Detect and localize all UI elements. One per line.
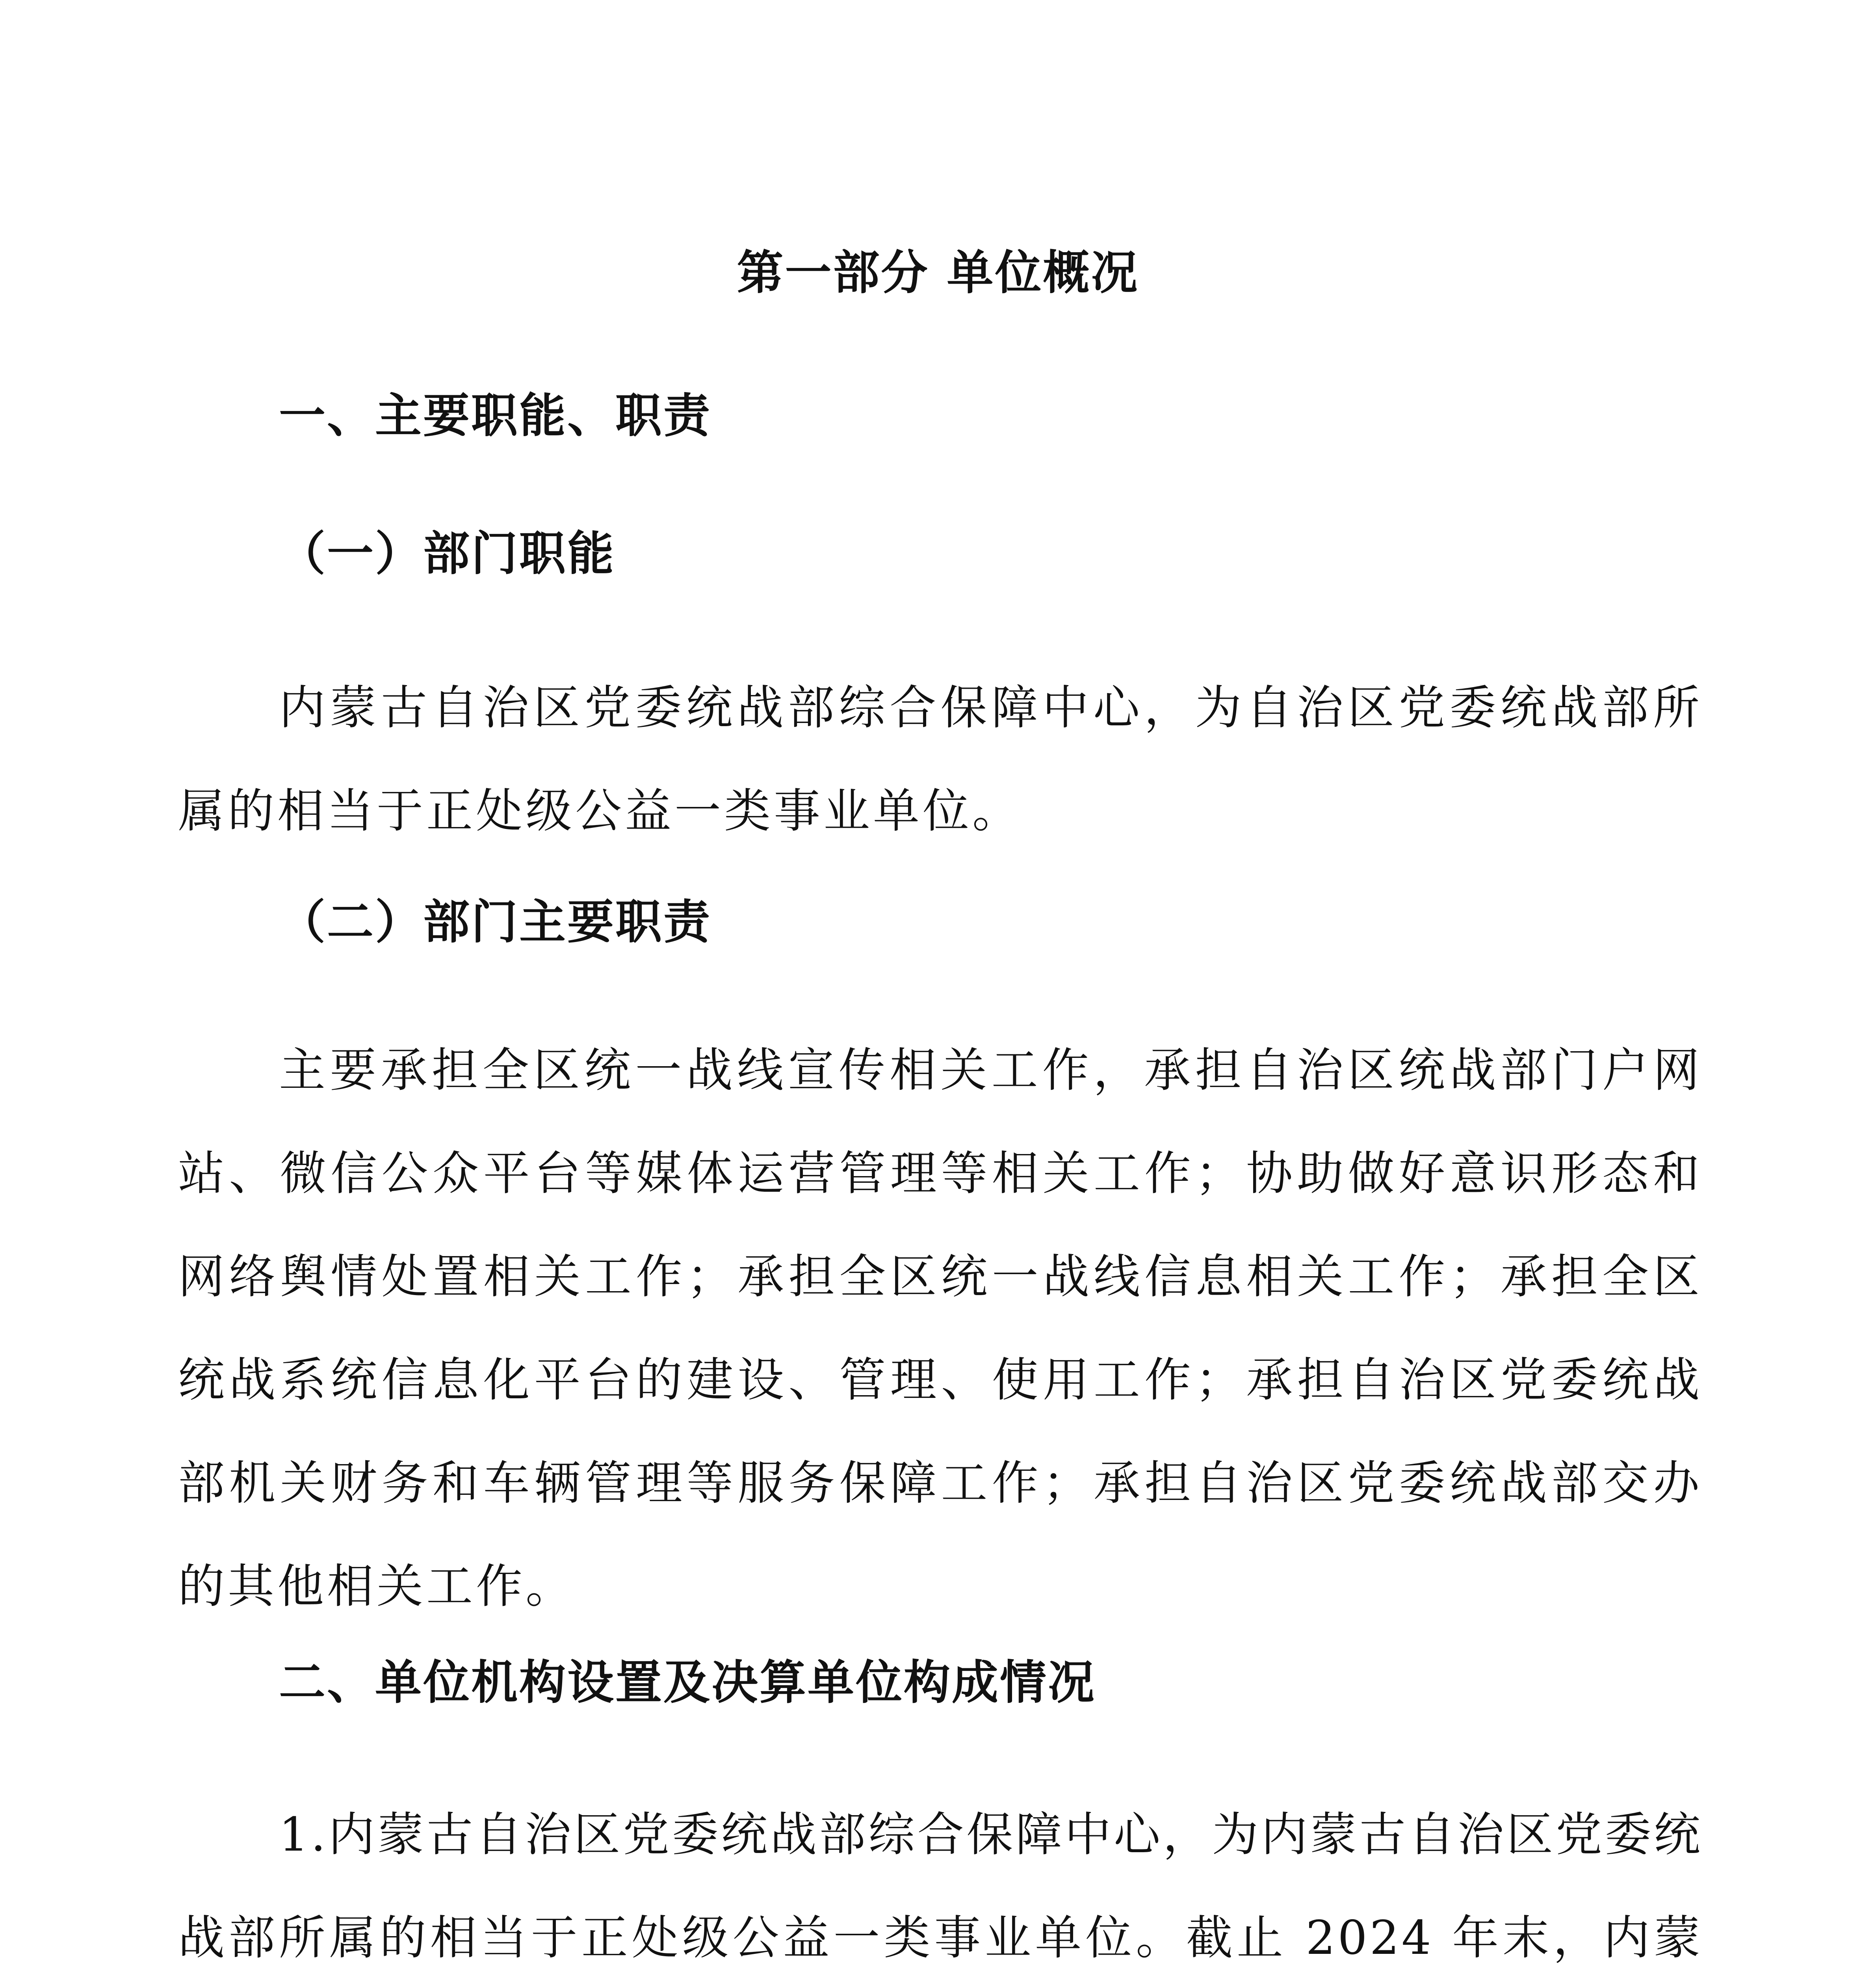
part-title: 第一部分 单位概况 (737, 245, 1139, 300)
section-heading-organization: 二、单位机构设置及决算单位构成情况 (279, 1655, 1096, 1710)
subsection-heading-department-function: （一）部门职能 (279, 526, 616, 581)
main-duties-paragraph: 主要承担全区统一战线宣传相关工作，承担自治区统战部门户网站、微信公众平台等媒体运营管理等相关工作；协助做好意识形态和网络舆情处置相关工作；承担全区统一战线信息相关工作；承担全区统战系统信息化平台的建设、管理、使用工作；承担自治区党委统战部机关财务和车辆管理等服务保障工作；承担自治区党委统战部交办的其他相关工作。 (178, 1043, 1703, 1613)
department-function-paragraph: 内蒙古自治区党委统战部综合保障中心，为自治区党委统战部所属的相当于正处级公益一类事业单位。 (178, 680, 1703, 838)
section-heading-functions: 一、主要职能、职责 (279, 388, 712, 443)
subsection-heading-main-duties: （二）部门主要职责 (279, 895, 712, 949)
organization-paragraph: 1.内蒙古自治区党委统战部综合保障中心，为内蒙古自治区党委统战部所属的相当于正处级公益一类事业单位。截止 2024 年末，内蒙 (178, 1807, 1703, 1965)
